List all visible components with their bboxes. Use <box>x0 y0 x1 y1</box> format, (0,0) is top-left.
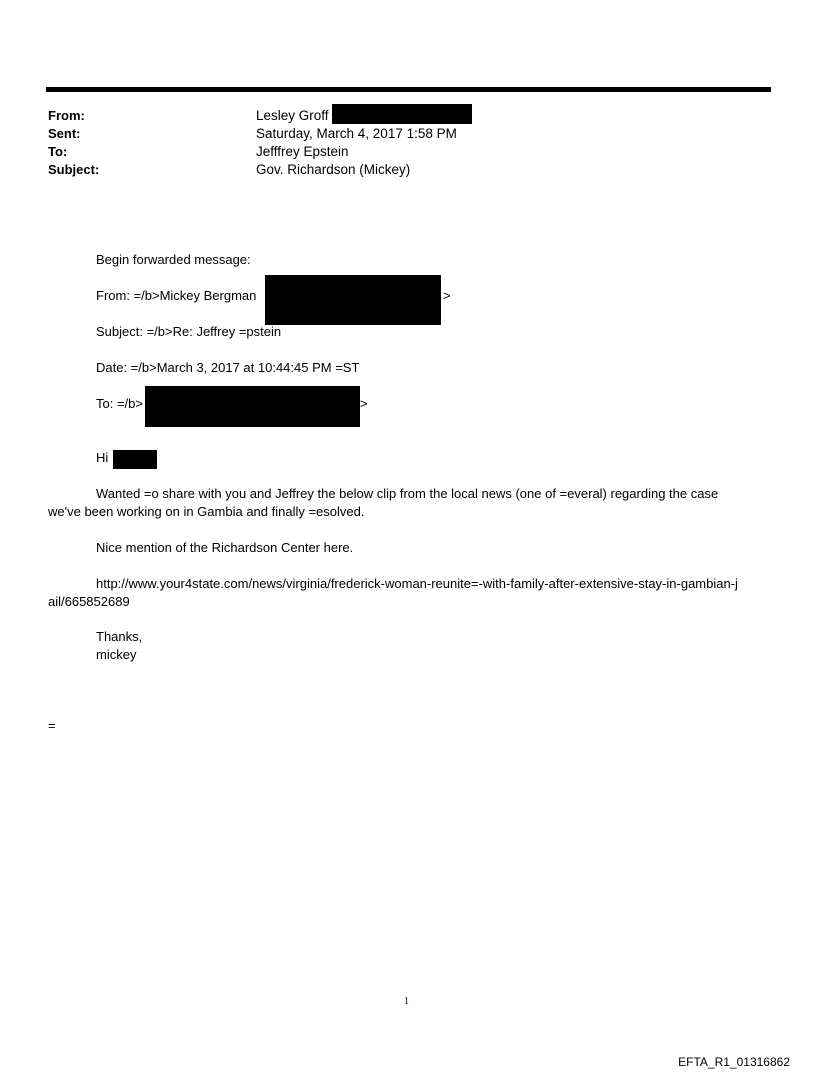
bates-number: EFTA_R1_01316862 <box>678 1055 790 1069</box>
page-number: 1 <box>404 996 409 1007</box>
fwd-to-end: > <box>360 396 368 411</box>
sign-off: Thanks, <box>96 629 143 644</box>
redaction-box <box>113 450 157 469</box>
trailer-char: = <box>48 718 56 733</box>
fwd-subject-line: Subject: =/b>Re: Jeffrey =pstein <box>96 324 282 339</box>
fwd-to-line: To: =/b> <box>96 396 143 411</box>
subject-value: Gov. Richardson (Mickey) <box>256 162 411 177</box>
body-paragraph: Nice mention of the Richardson Center here. <box>96 540 354 555</box>
fwd-date-line: Date: =/b>March 3, 2017 at 10:44:45 PM =ST <box>96 360 360 375</box>
sent-value: Saturday, March 4, 2017 1:58 PM <box>256 126 457 141</box>
from-label: From: <box>48 108 85 123</box>
header-rule <box>46 87 771 92</box>
greeting: Hi <box>96 450 109 465</box>
redaction-box <box>332 104 472 124</box>
to-value: Jefffrey Epstein <box>256 144 349 159</box>
subject-label: Subject: <box>48 162 100 177</box>
fwd-from-line: From: =/b>Mickey Bergman <box>96 288 257 303</box>
body-paragraph: Wanted =o share with you and Jeffrey the below clip from the local news (one of =everal) regarding the case we've been working on in Gambia and finally =esolved. <box>48 486 719 519</box>
sent-label: Sent: <box>48 126 81 141</box>
signature: mickey <box>96 647 137 662</box>
news-link[interactable]: http://www.your4state.com/news/virginia/frederick-woman-reunite=-with-family-after-extensive-stay-in-gambian-jail/665852689 <box>48 576 738 609</box>
redaction-box <box>145 386 360 427</box>
from-value: Lesley Groff <box>256 108 329 123</box>
to-label: To: <box>48 144 68 159</box>
redaction-box <box>265 275 441 325</box>
fwd-from-end: > <box>443 288 451 303</box>
forward-intro: Begin forwarded message: <box>96 252 251 267</box>
